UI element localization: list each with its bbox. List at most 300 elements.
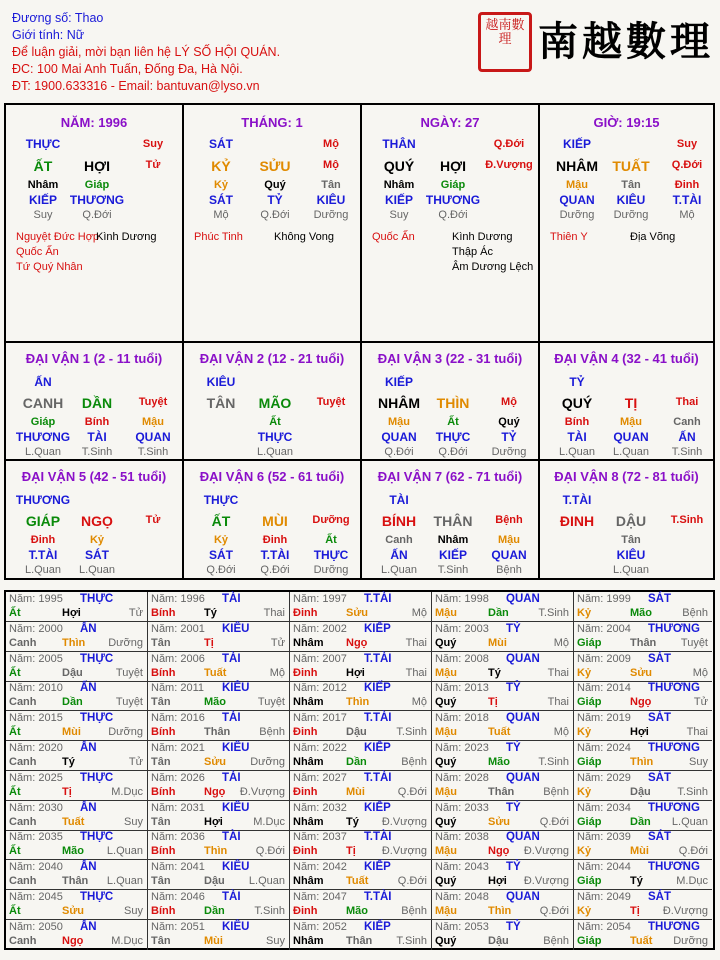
dai-van-state: T.Sinh (670, 514, 704, 526)
year-stem: Giáp (577, 696, 602, 709)
year-branch: Mão (630, 607, 652, 619)
year-label: Năm: 2036 (151, 831, 205, 844)
year-branch: Tý (488, 666, 501, 679)
year-god: T.TÀI (364, 771, 392, 784)
year-state: Thai (547, 696, 569, 709)
hidden-state: Q.Đới (438, 209, 468, 221)
pillar-title: GIỜ: 19:15 (593, 115, 660, 130)
dai-van-stem: GIÁP (25, 513, 61, 529)
year-branch: Thân (630, 636, 657, 649)
year-god: SÁT (648, 831, 671, 844)
year-cell-2022 (290, 741, 432, 771)
year-branch: Thìn (346, 696, 370, 709)
gender: Giới tính: Nữ (12, 28, 85, 42)
year-stem: Ất (9, 666, 21, 679)
year-cell-2018 (432, 711, 574, 741)
year-branch: Dần (204, 905, 225, 917)
dv-hidden-state: Q.Đới (260, 564, 290, 576)
year-cell-2045 (6, 890, 148, 920)
year-state: Q.Đới (539, 815, 569, 828)
year-god: THỰC (80, 771, 114, 784)
hidden-god: TỶ (267, 193, 283, 207)
year-stem: Tân (151, 815, 171, 828)
red-seal: 越南數理 (478, 12, 532, 72)
year-state: T.Sinh (538, 607, 569, 619)
year-stem: Đinh (293, 607, 318, 619)
year-god: THỰC (80, 831, 114, 844)
year-branch: Dậu (204, 875, 225, 888)
year-state: Bệnh (401, 756, 427, 768)
year-stem: Tân (151, 636, 171, 649)
branch-state: Tử (145, 159, 161, 171)
hidden-stem: Tân (621, 179, 641, 191)
dai-van-branch: MÃO (258, 395, 292, 411)
year-stem: Mậu (435, 726, 457, 739)
branch-state: Đ.Vượng (485, 159, 533, 171)
year-stem: Nhâm (293, 636, 324, 649)
dai-van-stem: ẤT (211, 513, 231, 529)
year-god: TÀI (222, 652, 241, 665)
year-cell-2014 (574, 681, 712, 711)
year-branch: Sửu (62, 905, 85, 917)
year-branch: Mùi (204, 934, 223, 947)
year-god: THƯƠNG (648, 861, 700, 874)
year-god: SÁT (648, 652, 671, 665)
year-god: THƯƠNG (648, 682, 700, 695)
year-stem: Tân (151, 934, 171, 947)
year-branch: Tý (62, 756, 75, 768)
year-branch: Thân (346, 934, 373, 947)
star-left: Nguyệt Đức Hợp (16, 231, 100, 243)
earth-branch: SỬU (259, 158, 291, 174)
year-stem: Kỷ (577, 905, 592, 917)
year-god: SÁT (648, 593, 671, 605)
year-label: Năm: 2021 (151, 742, 205, 754)
year-state: Thai (547, 666, 569, 679)
year-branch: Tuất (204, 666, 227, 679)
year-cell-2034 (574, 801, 712, 831)
year-state: Mộ (411, 696, 427, 709)
year-stem: Nhâm (293, 934, 324, 947)
year-state: Bệnh (543, 785, 569, 798)
year-stem: Quý (435, 875, 457, 888)
year-stem: Đinh (293, 726, 318, 739)
dai-van-branch: MÙI (262, 513, 288, 529)
dv-hidden-god: ẤN (390, 548, 408, 562)
heaven-stem: NHÂM (556, 158, 598, 174)
hidden-god: THƯƠNG (69, 193, 125, 207)
year-state: Q.Đới (678, 845, 708, 858)
year-label: Năm: 2000 (9, 622, 63, 635)
year-label: Năm: 2041 (151, 861, 205, 874)
dv-hidden-stem: Ất (325, 534, 337, 546)
year-label: Năm: 2039 (577, 831, 631, 844)
year-cell-2016 (148, 711, 290, 741)
year-god: TỶ (506, 742, 521, 754)
pillar-2 (184, 105, 362, 343)
dv-hidden-stem: Canh (673, 416, 701, 428)
year-state: Dưỡng (250, 756, 285, 768)
year-stem: Bính (151, 905, 176, 917)
year-stem: Ất (9, 845, 21, 858)
year-state: Tuyệt (115, 666, 143, 679)
year-god: TÀI (222, 831, 241, 844)
year-cell-2051 (148, 920, 290, 950)
year-cell-2013 (432, 681, 574, 711)
dv-hidden-stem: Kỷ (89, 534, 105, 546)
hidden-state: Q.Đới (82, 209, 112, 221)
year-branch: Tý (630, 875, 643, 888)
year-god: THƯƠNG (648, 801, 700, 814)
year-label: Năm: 2034 (577, 801, 631, 814)
year-label: Năm: 1998 (435, 593, 489, 605)
dai-van-title: ĐẠI VẬN 6 (52 - 61 tuổi) (199, 469, 345, 484)
hidden-stem: Mậu (566, 179, 588, 191)
dv-hidden-state: L.Quan (24, 564, 62, 576)
dai-van-state: Dưỡng (312, 514, 350, 526)
dv-hidden-god: TỶ (501, 430, 517, 444)
year-label: Năm: 2017 (293, 712, 347, 725)
year-god: THƯƠNG (648, 622, 700, 635)
dai-van-god: KIẾP (384, 375, 413, 389)
year-stem: Quý (435, 696, 457, 709)
year-god: SÁT (648, 771, 671, 784)
dv-hidden-god: TÀI (567, 430, 587, 444)
year-label: Năm: 2035 (9, 831, 63, 844)
year-label: Năm: 2019 (577, 712, 631, 725)
dai-van-title: ĐẠI VẬN 2 (12 - 21 tuổi) (199, 351, 345, 366)
year-branch: Dần (62, 696, 83, 709)
dai-van-god: THỰC (203, 493, 239, 507)
year-stem: Kỷ (577, 785, 592, 798)
year-cell-2005 (6, 652, 148, 682)
year-cell-2044 (574, 860, 712, 890)
year-branch: Tý (346, 815, 359, 828)
year-branch: Mùi (630, 845, 649, 858)
hidden-state: Suy (389, 209, 409, 221)
year-state: Suy (124, 815, 143, 828)
year-label: Năm: 2016 (151, 712, 205, 725)
year-label: Năm: 2001 (151, 622, 205, 635)
hidden-state: Suy (33, 209, 53, 221)
year-label: Năm: 2002 (293, 622, 347, 635)
year-branch: Thân (204, 726, 231, 739)
year-cell-2039 (574, 830, 712, 860)
dai-van-branch: THÂN (433, 513, 473, 529)
year-branch: Sửu (630, 666, 653, 679)
dai-van-stem: TÂN (206, 395, 236, 411)
stem-god: THÂN (382, 137, 416, 151)
year-label: Năm: 2009 (577, 652, 631, 665)
stem-state: Suy (142, 138, 164, 150)
year-label: Năm: 2013 (435, 682, 489, 695)
year-cell-2007 (290, 652, 432, 682)
hidden-stem: Giáp (84, 179, 110, 191)
heaven-stem: QUÝ (383, 158, 415, 174)
dai-van-state: Tuyệt (316, 396, 346, 408)
year-label: Năm: 2011 (151, 682, 204, 695)
dv-hidden-stem: Mậu (388, 416, 410, 428)
year-cell-1999 (574, 592, 712, 622)
dai-van-god: T.TÀI (562, 493, 592, 507)
year-label: Năm: 2005 (9, 652, 63, 665)
year-god: THƯƠNG (648, 920, 700, 933)
hidden-god: SÁT (209, 193, 233, 207)
dv-hidden-stem: Kỷ (213, 534, 229, 546)
dai-van-4 (540, 343, 713, 461)
year-state: L.Quan (106, 875, 143, 888)
year-label: Năm: 2031 (151, 801, 205, 814)
year-cell-2025 (6, 771, 148, 801)
dv-hidden-state: L.Quan (78, 564, 116, 576)
dv-hidden-stem: Tân (621, 534, 641, 546)
year-stem: Ất (9, 607, 21, 619)
year-state: M.Dục (253, 815, 285, 828)
year-state: Tử (693, 696, 708, 709)
year-cell-2050 (6, 920, 148, 950)
year-branch: Tuất (630, 934, 653, 947)
year-state: Q.Đới (397, 875, 427, 888)
dv-hidden-stem: Nhâm (437, 534, 469, 546)
hidden-god: THƯƠNG (425, 193, 481, 207)
year-branch: Tị (62, 785, 72, 798)
hidden-god: T.TÀI (672, 193, 702, 207)
year-state: Q.Đới (397, 785, 427, 798)
year-state: Tử (128, 607, 143, 619)
year-stem: Bính (151, 666, 176, 679)
year-branch: Tị (630, 905, 640, 917)
year-state: Thai (405, 666, 427, 679)
dv-hidden-stem: Giáp (30, 416, 56, 428)
year-cell-2038 (432, 830, 574, 860)
year-grid (4, 590, 715, 950)
year-god: T.TÀI (364, 712, 392, 725)
address: ĐC: 100 Mai Anh Tuấn, Đống Đa, Hà Nội. (12, 62, 243, 76)
year-label: Năm: 2029 (577, 771, 631, 784)
pillar-title: NGÀY: 27 (420, 115, 480, 130)
year-label: Năm: 2044 (577, 861, 631, 874)
dv-hidden-state: Bệnh (496, 564, 522, 576)
year-god: KIẾP (364, 682, 391, 695)
year-god: KIÊU (222, 742, 250, 754)
year-branch: Ngọ (488, 845, 510, 858)
year-stem: Quý (435, 636, 457, 649)
header-info (12, 10, 472, 95)
heaven-stem: KỶ (211, 158, 231, 174)
dv-hidden-state: T.Sinh (437, 564, 469, 576)
dv-hidden-god: SÁT (209, 548, 233, 562)
dai-van-branch: TỊ (624, 395, 638, 411)
dai-van-state: Tuyệt (138, 396, 168, 408)
year-cell-2041 (148, 860, 290, 890)
dai-van-state: Thai (675, 396, 699, 408)
year-state: Mộ (692, 666, 708, 679)
year-stem: Bính (151, 785, 176, 798)
year-god: TỶ (506, 622, 521, 635)
year-cell-2043 (432, 860, 574, 890)
year-label: Năm: 2027 (293, 771, 347, 784)
year-state: Dưỡng (108, 636, 143, 649)
hidden-god: KIÊU (316, 193, 346, 207)
stem-state: Suy (676, 138, 698, 150)
stem-state: Mộ (323, 138, 339, 150)
year-label: Năm: 2047 (293, 891, 347, 903)
year-cell-2002 (290, 622, 432, 652)
year-god: SÁT (648, 712, 671, 725)
year-state: Tuyệt (680, 636, 708, 649)
year-branch: Thân (62, 875, 89, 888)
year-state: M.Dục (111, 785, 143, 798)
year-label: Năm: 2045 (9, 891, 63, 903)
year-cell-1998 (432, 592, 574, 622)
star-left: Thiên Y (550, 231, 588, 243)
pillar-4 (540, 105, 713, 343)
year-stem: Bính (151, 845, 176, 858)
year-state: Q.Đới (539, 905, 569, 917)
year-label: Năm: 2042 (293, 861, 347, 874)
year-stem: Mậu (435, 905, 457, 917)
year-god: TÀI (222, 593, 241, 605)
year-stem: Quý (435, 756, 457, 768)
dai-van-stem: ĐINH (559, 513, 595, 529)
year-god: THỰC (80, 593, 114, 605)
year-god: KIẾP (364, 920, 391, 933)
hidden-stem: Đinh (674, 179, 700, 191)
dv-hidden-state: Q.Đới (438, 446, 468, 458)
year-stem: Tân (151, 756, 171, 768)
year-state: T.Sinh (677, 785, 708, 798)
year-branch: Tị (346, 845, 356, 858)
year-state: Mộ (553, 726, 569, 739)
year-state: T.Sinh (254, 905, 285, 917)
year-label: Năm: 2018 (435, 712, 489, 725)
dv-hidden-god: KIÊU (616, 548, 646, 562)
dai-van-stem: NHÂM (378, 395, 420, 411)
year-branch: Thìn (204, 845, 228, 858)
year-cell-2027 (290, 771, 432, 801)
year-stem: Giáp (577, 875, 602, 888)
year-state: Tử (270, 636, 285, 649)
year-stem: Tân (151, 875, 171, 888)
dv-hidden-god: QUAN (613, 430, 649, 444)
star-left: Phúc Tinh (194, 231, 243, 243)
year-stem: Giáp (577, 815, 602, 828)
year-branch: Hợi (346, 666, 365, 679)
year-branch: Thìn (488, 905, 512, 917)
year-god: KIÊU (222, 682, 250, 695)
year-branch: Ngọ (630, 696, 652, 709)
dai-van-title: ĐẠI VẬN 7 (62 - 71 tuổi) (377, 469, 523, 484)
year-label: Năm: 2053 (435, 920, 489, 933)
year-label: Năm: 2008 (435, 652, 489, 665)
year-label: Năm: 2038 (435, 831, 489, 844)
year-stem: Canh (9, 636, 37, 649)
year-stem: Đinh (293, 905, 318, 917)
year-state: M.Dục (111, 934, 143, 947)
year-stem: Nhâm (293, 756, 324, 768)
dv-hidden-state: T.Sinh (671, 446, 703, 458)
year-stem: Mậu (435, 666, 457, 679)
year-god: KIÊU (222, 861, 250, 874)
dv-hidden-stem: Đinh (262, 534, 288, 546)
year-stem: Nhâm (293, 696, 324, 709)
star-left: Quốc Ấn (372, 231, 415, 243)
dai-van-branch: THÌN (436, 395, 470, 411)
year-cell-2048 (432, 890, 574, 920)
dv-hidden-god: QUAN (135, 430, 171, 444)
year-label: Năm: 2049 (577, 891, 631, 903)
year-branch: Mùi (488, 636, 507, 649)
year-cell-2017 (290, 711, 432, 741)
dai-van-title: ĐẠI VẬN 3 (22 - 31 tuổi) (377, 351, 523, 366)
branch-state: Mộ (323, 159, 339, 171)
year-branch: Dần (630, 815, 651, 828)
year-cell-2040 (6, 860, 148, 890)
year-cell-2046 (148, 890, 290, 920)
year-stem: Kỷ (577, 726, 592, 739)
dv-hidden-god: THỰC (435, 430, 471, 444)
year-state: Đ.Vượng (239, 785, 285, 798)
star-right: Địa Võng (630, 231, 676, 243)
dai-van-title: ĐẠI VẬN 1 (2 - 11 tuổi) (25, 351, 163, 366)
hidden-god: QUAN (559, 193, 595, 207)
dai-van-stem: CANH (22, 395, 64, 411)
dai-van-branch: DẦN (81, 395, 113, 411)
year-god: QUAN (506, 831, 540, 844)
year-label: Năm: 2025 (9, 771, 63, 784)
year-god: THỰC (80, 712, 114, 725)
year-god: KIÊU (222, 920, 250, 933)
dv-hidden-god: THỰC (257, 430, 293, 444)
year-state: Suy (124, 905, 143, 917)
hidden-state: Q.Đới (260, 209, 290, 221)
year-cell-2028 (432, 771, 574, 801)
dv-hidden-state: L.Quan (24, 446, 62, 458)
star-left: Tứ Quý Nhân (16, 261, 83, 273)
year-state: Mộ (411, 607, 427, 619)
branch-state: Q.Đới (671, 159, 703, 171)
year-state: Dưỡng (108, 726, 143, 739)
contact-line: Để luận giải, mời bạn liên hệ LÝ SỐ HỘI QUÁN. (12, 45, 281, 59)
year-state: Đ.Vượng (523, 845, 569, 858)
year-stem: Ất (9, 905, 21, 917)
year-branch: Tuất (346, 875, 369, 888)
hidden-stem: Nhâm (27, 179, 59, 191)
pillar-1 (6, 105, 184, 343)
year-state: Bệnh (682, 607, 708, 619)
hidden-stem: Nhâm (383, 179, 415, 191)
year-cell-2008 (432, 652, 574, 682)
year-stem: Kỷ (577, 607, 592, 619)
year-state: Đ.Vượng (381, 815, 427, 828)
pillar-3 (362, 105, 540, 343)
year-god: ẤN (80, 622, 97, 635)
year-god: TỶ (506, 801, 521, 814)
dai-van-8 (540, 461, 713, 580)
hidden-state: Mộ (679, 209, 695, 221)
hidden-state: Dưỡng (613, 209, 649, 221)
earth-branch: HỢI (440, 158, 466, 174)
year-stem: Giáp (577, 756, 602, 768)
year-label: Năm: 2010 (9, 682, 63, 695)
dai-van-state: Mộ (501, 396, 517, 408)
logo-title: 南越數理 (538, 18, 714, 65)
year-label: Năm: 1999 (577, 593, 631, 605)
year-stem: Canh (9, 756, 37, 768)
dai-van-stem: QUÝ (561, 395, 593, 411)
year-stem: Giáp (577, 934, 602, 947)
year-branch: Mùi (346, 785, 365, 798)
